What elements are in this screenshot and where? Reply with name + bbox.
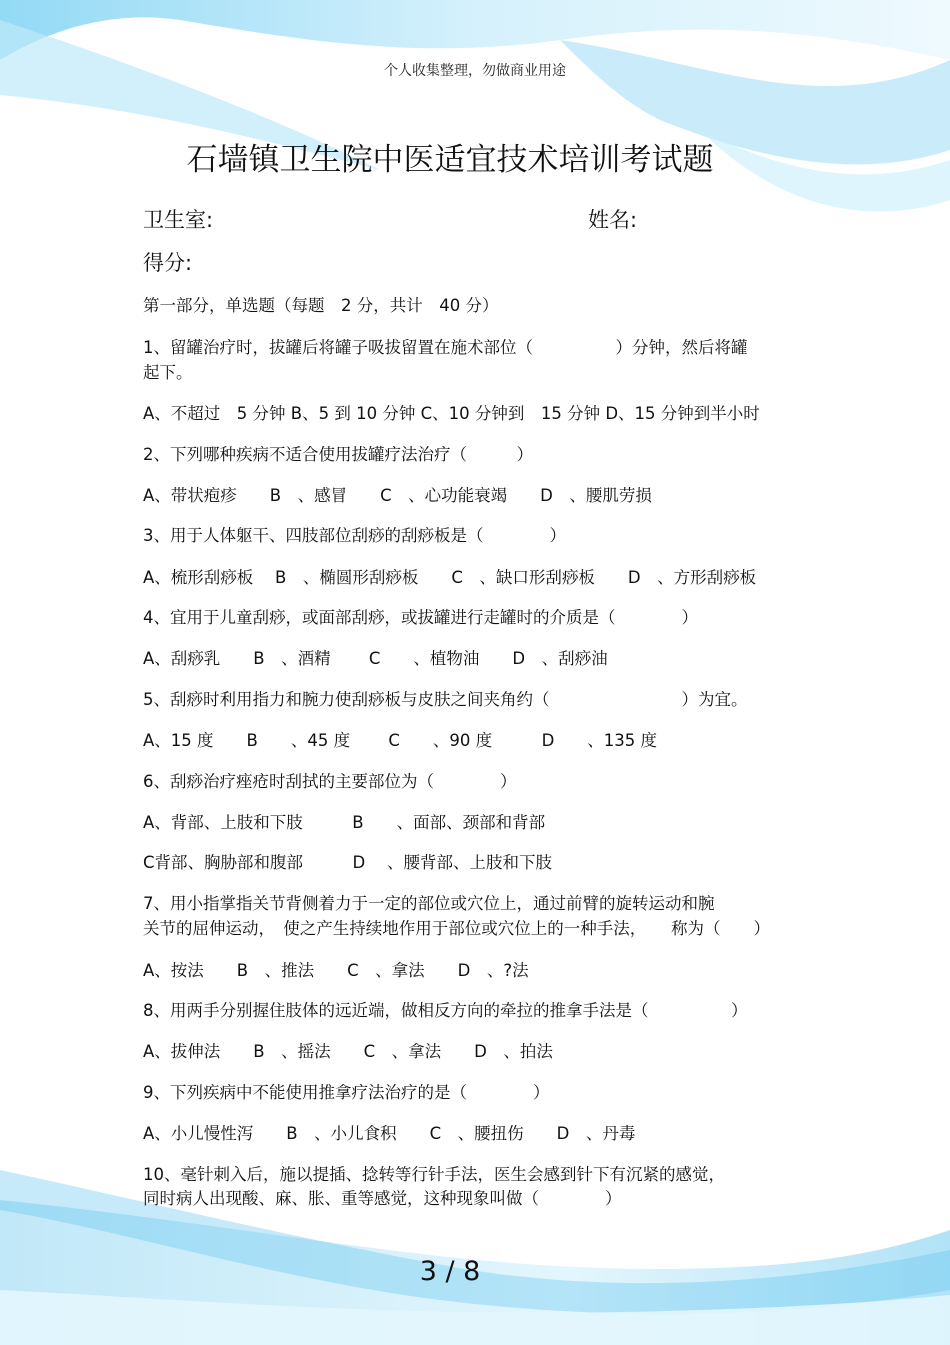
answer-options: A、刮痧乳 B 、酒精 C 、植物油 D 、刮痧油 [143, 649, 608, 668]
answer-options: A、按法 B 、推法 C 、拿法 D 、?法 [143, 961, 529, 980]
question-text: 关节的屈伸运动， 使之产生持续地作用于部位或穴位上的一种手法， 称为（ ） [143, 919, 770, 938]
answer-options: A、拔伸法 B 、摇法 C 、拿法 D 、拍法 [143, 1042, 553, 1061]
question-text: 2、下列哪种疾病不适合使用拔罐疗法治疗（ ） [143, 445, 533, 464]
score-field: 得分: [143, 251, 193, 275]
answer-options: A、带状疱疹 B 、感冒 C 、心功能衰竭 D 、腰肌劳损 [143, 486, 652, 505]
question-text: 5、刮痧时利用指力和腕力使刮痧板与皮肤之间夹角约（ ）为宜。 [143, 690, 748, 709]
answer-options: A、背部、上肢和下肢 B 、面部、颈部和背部 [143, 813, 546, 832]
answer-options: A、不超过 5 分钟 B、5 到 10 分钟 C、10 分钟到 15 分钟 D、15 分钟到半小时 [143, 404, 760, 423]
question-text: 6、刮痧治疗痤疮时刮拭的主要部位为（ ） [143, 772, 517, 791]
name-field: 姓名: [588, 208, 638, 232]
department-field: 卫生室: [143, 208, 214, 232]
question-text: 8、用两手分别握住肢体的远近端，做相反方向的牵拉的推拿手法是（ ） [143, 1001, 748, 1020]
section-heading: 第一部分，单选题（每题 2 分，共计 40 分） [143, 296, 499, 315]
page-number: 3 / 8 [419, 1256, 481, 1287]
watermark-text: 个人收集整理，勿做商业用途 [384, 63, 566, 79]
answer-options: A、15 度 B 、45 度 C 、90 度 D 、135 度 [143, 731, 658, 750]
answer-options: A、梳形刮痧板 B 、椭圆形刮痧板 C 、缺口形刮痧板 D 、方形刮痧板 [143, 568, 757, 587]
answer-options: C背部、胸胁部和腹部 D 、腰背部、上肢和下肢 [143, 853, 552, 872]
answer-options: A、小儿慢性泻 B 、小儿食积 C 、腰扭伤 D 、丹毒 [143, 1124, 636, 1143]
question-text: 4、宜用于儿童刮痧，或面部刮痧，或拔罐进行走罐时的介质是（ ） [143, 608, 698, 627]
question-text: 同时病人出现酸、麻、胀、重等感觉，这种现象叫做（ ） [143, 1189, 622, 1208]
question-text: 10、毫针刺入后，施以提插、捻转等行针手法，医生会感到针下有沉紧的感觉， [143, 1165, 725, 1184]
question-text: 9、下列疾病中不能使用推拿疗法治疗的是（ ） [143, 1083, 550, 1102]
page-title: 石墙镇卫生院中医适宜技术培训考试题 [186, 142, 714, 178]
question-text: 7、用小指掌指关节背侧着力于一定的部位或穴位上，通过前臂的旋转运动和腕 [143, 894, 715, 913]
question-text: 3、用于人体躯干、四肢部位刮痧的刮痧板是（ ） [143, 526, 566, 545]
question-text: 1、留罐治疗时，拔罐后将罐子吸拔留置在施术部位（ ）分钟，然后将罐 [143, 338, 748, 357]
question-text: 起下。 [143, 363, 193, 382]
